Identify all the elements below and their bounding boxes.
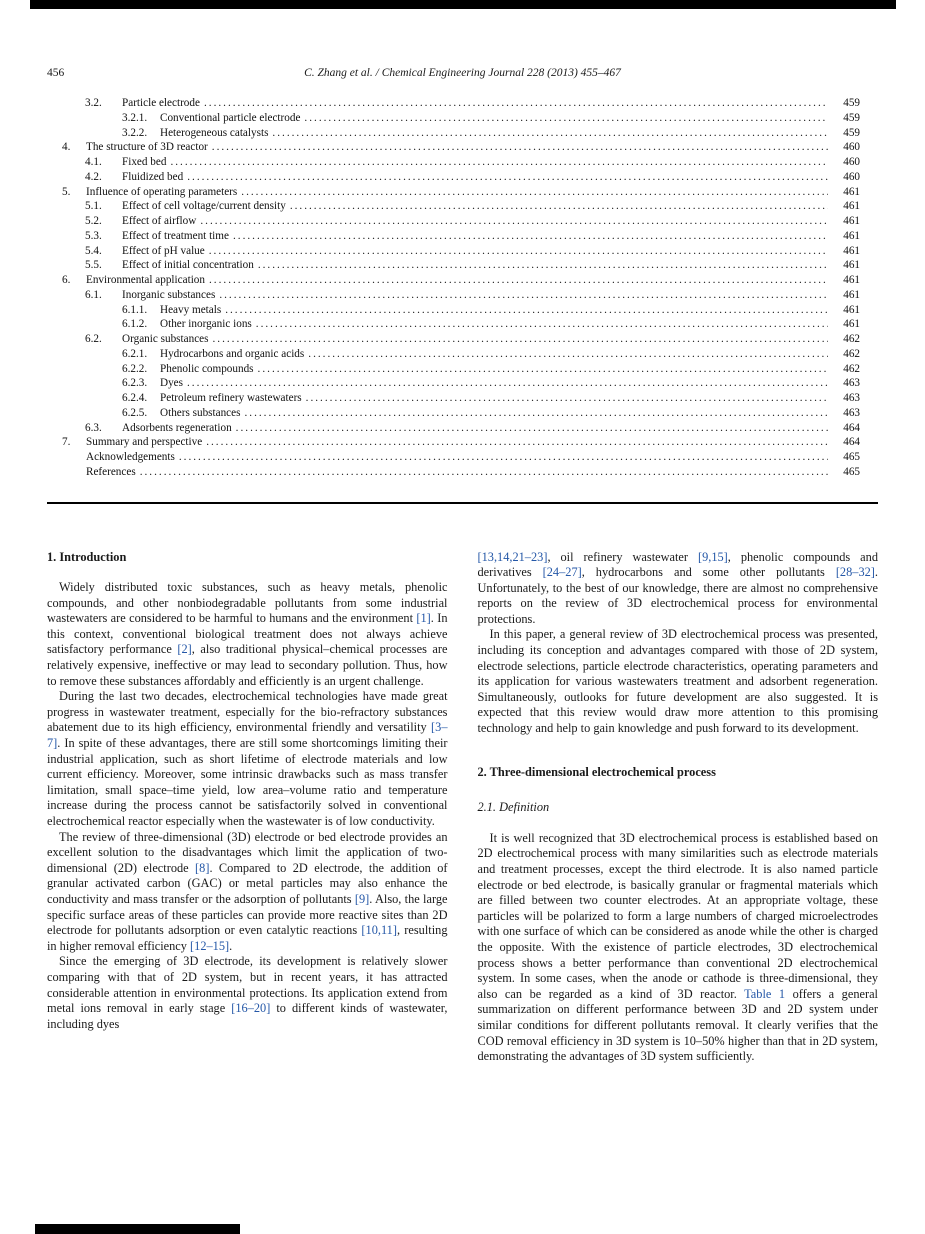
text-run: , also traditional physical–chemical processes are relatively expensive, ineffective or may lead to secondary pollution. Thus, how to remove these substances affordably and efficiently is an urgent challenge. — [47, 642, 448, 688]
section-heading: 2. Three-dimensional electrochemical process — [477, 764, 716, 779]
toc-entry-number: 4.2. — [85, 170, 102, 183]
toc-entry-label: Effect of treatment time — [122, 229, 229, 242]
citation-link[interactable]: [8] — [195, 860, 210, 875]
toc-entry-number: 6.2.5. — [122, 406, 148, 419]
toc-dot-leader — [233, 229, 828, 244]
toc-entry — [47, 317, 860, 332]
toc-entry-label: Fluidized bed — [122, 170, 184, 183]
toc-entry-number: 3.2. — [85, 97, 102, 109]
citation-link[interactable]: [2] — [177, 642, 192, 657]
toc-entry — [47, 347, 860, 362]
toc-entry — [47, 273, 860, 288]
toc-dot-leader — [244, 406, 828, 421]
toc-entry-number: 6.2.1. — [122, 347, 148, 360]
toc-dot-leader — [219, 288, 828, 303]
paragraph — [47, 580, 448, 689]
toc-entry-number: 5.5. — [85, 259, 102, 272]
toc-entry-number: 4. — [62, 141, 71, 154]
toc-entry — [47, 376, 860, 391]
text-run: . In spite of these advantages, there are still some shortcomings limiting their industrial application, such as short lifetime of electrode materials and low current efficiency. Moreover, some intrinsic drawbacks such as mass transfer limitation, small space–time yield, low area–volume ratio and temperature increase during the process cannot be satisfactorily solved in conventional electrochemical reactor especially when the wastewater is of low conductivity. — [47, 736, 448, 828]
toc-dot-leader — [209, 273, 828, 288]
toc-entry-page: 463 — [843, 406, 860, 419]
toc-entry-number: 6.2. — [85, 333, 102, 345]
toc-entry-number: 6.1.2. — [122, 318, 148, 331]
toc-entry-page: 460 — [843, 141, 860, 154]
toc-entry-label: References — [86, 465, 136, 478]
toc-entry-page: 461 — [843, 303, 860, 316]
toc-entry-page: 464 — [843, 436, 860, 449]
toc-entry-label: Heterogeneous catalysts — [160, 126, 269, 139]
toc-entry-page: 465 — [843, 465, 860, 478]
toc-dot-leader — [140, 465, 828, 480]
toc-entry-label: Organic substances — [122, 333, 209, 345]
toc-entry-page: 460 — [843, 170, 860, 183]
toc-entry — [47, 288, 860, 303]
paragraph — [47, 830, 448, 955]
toc-dot-leader — [170, 155, 828, 170]
toc-entry-label: Inorganic substances — [122, 288, 216, 301]
text-run: , resulting in higher removal efficiency — [47, 923, 448, 953]
toc-entry-page: 462 — [843, 333, 860, 345]
toc-entry — [47, 258, 860, 273]
toc-entry-number: 5.4. — [85, 244, 102, 257]
toc-dot-leader — [212, 332, 828, 347]
toc-entry-label: Petroleum refinery wastewaters — [160, 392, 302, 404]
paragraph — [478, 550, 879, 628]
text-run: , phenolic compounds and derivatives — [477, 549, 878, 580]
toc-entry-page: 461 — [843, 259, 860, 272]
toc-entry-page: 461 — [843, 318, 860, 331]
toc-entry-label: Fixed bed — [122, 156, 167, 168]
toc-entry-number: 5.1. — [85, 200, 102, 213]
citation-link[interactable]: [9] — [354, 891, 370, 906]
toc-dot-leader — [179, 450, 828, 465]
toc-dot-leader — [304, 111, 828, 126]
toc-entry-page: 465 — [843, 451, 860, 463]
toc-dot-leader — [209, 244, 828, 259]
toc-entry-label: Dyes — [160, 377, 183, 390]
toc-entry — [47, 111, 860, 126]
toc-entry-page: 459 — [843, 97, 860, 109]
toc-dot-leader — [272, 126, 828, 141]
toc-entry-number: 6. — [62, 274, 71, 286]
citation-link[interactable]: [28–32] — [835, 565, 875, 580]
toc-entry-number: 5. — [62, 185, 71, 198]
toc-entry-label: Environmental application — [86, 274, 205, 286]
text-run: It is well recognized that 3D electrochemical process is established based on 2D electrochemical process with many similarities such as electrode materials and treatment processes, except the third electrode. It is also named particle electrode or bed electrode, is basically granular or fragmental materials which are filled between two counter electrodes. At an appropriate voltage, these particles will be polarized to form a large numbers of charged microelectrodes with one surface of which can be considered as anode while the other is charged the opposite. With the existence of particle electrodes, 3D electrochemical process shows a better performance than conventional 2D electrochemical system. In some cases, when the anode or cathode is three-dimensional, they also can be regarded as a kind of 3D reactor. — [477, 830, 878, 1001]
toc-entry — [47, 126, 860, 141]
text-run: , hydrocarbons and some other pollutants — [581, 565, 836, 580]
toc-entry-label: Acknowledgements — [86, 451, 175, 463]
toc-entry-page: 463 — [843, 377, 860, 390]
toc-entry-number: 7. — [62, 436, 71, 449]
toc-entry — [47, 406, 860, 421]
toc-entry-label: Influence of operating parameters — [86, 185, 238, 198]
toc-entry-page: 461 — [843, 185, 860, 198]
text-run: to different kinds of wastewater, including dyes — [47, 1001, 448, 1031]
toc-dot-leader — [225, 303, 828, 318]
toc-entry-label: Summary and perspective — [86, 436, 203, 449]
running-title: C. Zhang et al. / Chemical Engineering Journal 228 (2013) 455–467 — [304, 67, 621, 79]
toc-entry-number: 6.2.3. — [122, 377, 148, 390]
toc-dot-leader — [200, 214, 828, 229]
toc-entry-page: 461 — [843, 244, 860, 257]
text-run: Since the emerging of 3D electrode, its development is relatively slower comparing with that of 2D system, but in recent years, it has attracted considerable attention in environmental protections. Its application extend from metal ions removal in early stage — [47, 954, 448, 1016]
toc-entry — [47, 96, 860, 111]
text-run: . Also, the large specific surface areas of these particles can provide more reactive sites than 2D electrode for pollutants adsorption or even catalytic reactions — [47, 891, 448, 938]
toc-entry — [47, 229, 860, 244]
text-run: During the last two decades, electrochemical technologies have made great progress in wastewater treatment, especially for the bio-refractory substances abatement due to its high efficiency, environmental friendly and versatility — [47, 689, 448, 735]
toc-entry — [47, 435, 860, 450]
left-column — [47, 550, 448, 1065]
toc-entry-page: 462 — [843, 347, 860, 360]
toc-dot-leader — [256, 317, 828, 332]
toc-entry-label: Adsorbents regeneration — [122, 421, 232, 434]
toc-entry — [47, 214, 860, 229]
text-run: . — [229, 938, 233, 953]
toc-entry-number: 4.1. — [85, 156, 102, 168]
toc-entry-number: 6.3. — [85, 421, 102, 434]
toc-dot-leader — [290, 199, 828, 214]
toc-entry — [47, 303, 860, 318]
article-body — [47, 550, 878, 1065]
toc-entry — [47, 450, 860, 465]
toc-entry — [47, 391, 860, 406]
text-run: . Unfortunately, to the best of our knowledge, there are almost no comprehensive reports on the review of 3D electrochemical process for environmental protections. — [477, 565, 878, 626]
paragraph — [478, 627, 879, 736]
section-heading: 1. Introduction — [47, 549, 127, 564]
toc-dot-leader — [308, 347, 828, 362]
scan-artifact-bottom-bar — [35, 1224, 240, 1234]
toc-entry-page: 462 — [843, 362, 860, 375]
toc-entry-number: 5.2. — [85, 215, 102, 227]
right-column — [478, 550, 879, 1065]
toc-entry-page: 459 — [843, 126, 860, 139]
toc-entry-label: Conventional particle electrode — [160, 111, 301, 124]
toc-entry-label: Other inorganic ions — [160, 318, 252, 331]
toc-entry-label: Hydrocarbons and organic acids — [160, 347, 305, 360]
toc-entry — [47, 155, 860, 170]
toc-entry-number: 3.2.2. — [122, 126, 148, 139]
toc-dot-leader — [206, 435, 828, 450]
toc-entry-label: Particle electrode — [122, 97, 200, 109]
toc-entry-number: 5.3. — [85, 229, 102, 242]
toc-entry — [47, 199, 860, 214]
page-number: 456 — [47, 67, 65, 79]
text-run: The review of three-dimensional (3D) electrode or bed electrode provides an excellent solution to the disadvantages which limit the application of two-dimensional (2D) electrode — [47, 829, 448, 875]
toc-entry-number: 6.2.4. — [122, 392, 148, 404]
toc-dot-leader — [241, 185, 828, 200]
text-run: offers a general summarization on different performance between 3D and 2D system under similar conditions for different pollutants removal. It clearly verifies that the COD removal efficiency in 3D system is 10–50% higher than that in 2D system, demonstrating the advantages of 3D system sufficiently. — [477, 986, 878, 1064]
toc-dot-leader — [212, 140, 828, 155]
toc-entry-number: 3.2.1. — [122, 111, 148, 124]
toc-entry-label: Effect of initial concentration — [122, 259, 254, 272]
toc-entry-number: 6.1.1. — [122, 303, 148, 316]
toc-entry-label: The structure of 3D reactor — [86, 141, 208, 154]
citation-link[interactable]: Table 1 — [744, 986, 786, 1001]
toc-entry-number: 6.1. — [85, 288, 102, 301]
citation-link[interactable]: [24–27] — [542, 565, 582, 580]
toc-dot-leader — [187, 376, 828, 391]
toc-entry — [47, 170, 860, 185]
subsection-heading: 2.1. Definition — [477, 800, 550, 815]
toc-dot-leader — [187, 170, 828, 185]
citation-link[interactable]: [16–20] — [231, 1001, 271, 1016]
toc-entry-page: 460 — [843, 156, 860, 168]
paragraph — [47, 689, 448, 829]
text-run: In this paper, a general review of 3D electrochemical process was presented, including its conception and advantages compared with those of 2D system, electrode selections, particle electrode characteristics, operating parameters and its application for various wastewaters treatment and adsorbent regeneration. Simultaneously, outlooks for future development are also suggested. It is expected that this review would draw more attention to this promising technology and help to gain knowledge and push forward to its development. — [477, 627, 878, 736]
citation-link[interactable]: [1] — [416, 611, 431, 626]
paragraph — [478, 831, 879, 1065]
page-header — [47, 0, 878, 80]
toc-entry-page: 461 — [843, 200, 860, 213]
toc-entry-page: 463 — [843, 392, 860, 404]
toc-entry — [47, 244, 860, 259]
toc-dot-leader — [204, 96, 828, 111]
citation-link[interactable]: [10,11] — [361, 923, 397, 938]
toc-entry-page: 459 — [843, 111, 860, 124]
toc-entry-page: 461 — [843, 215, 860, 227]
paragraph — [47, 954, 448, 1032]
table-of-contents — [47, 96, 878, 480]
text-run: . In this context, conventional biological treatment does not always achieve satisfactory performance — [47, 611, 448, 657]
toc-entry-label: Effect of airflow — [122, 215, 197, 227]
toc-entry — [47, 332, 860, 347]
toc-entry-label: Effect of pH value — [122, 244, 205, 257]
toc-dot-leader — [258, 362, 828, 377]
toc-dot-leader — [236, 421, 828, 436]
toc-entry — [47, 421, 860, 436]
text-run: , oil refinery wastewater — [547, 549, 698, 564]
citation-link[interactable]: [13,14,21–23] — [477, 549, 548, 564]
toc-entry-page: 461 — [843, 229, 860, 242]
toc-entry — [47, 465, 860, 480]
section-divider-rule — [47, 502, 878, 504]
toc-entry-number: 6.2.2. — [122, 362, 148, 375]
citation-link[interactable]: [9,15] — [697, 549, 728, 564]
toc-entry-label: Others substances — [160, 406, 241, 419]
toc-entry-page: 461 — [843, 288, 860, 301]
toc-entry — [47, 185, 860, 200]
toc-dot-leader — [306, 391, 828, 406]
text-run: . Compared to 2D electrode, the addition of granular activated carbon (GAC) or metal particles may also enhance the conductivity and mass transfer or the adsorption of pollutants — [47, 860, 448, 906]
toc-entry-page: 461 — [843, 274, 860, 286]
toc-entry-label: Phenolic compounds — [160, 362, 254, 375]
toc-entry — [47, 362, 860, 377]
citation-link[interactable]: [12–15] — [190, 938, 230, 953]
toc-dot-leader — [258, 258, 828, 273]
citation-link[interactable]: [3–7] — [47, 720, 448, 751]
text-run: Widely distributed toxic substances, such as heavy metals, phenolic compounds, and other nonbiodegradable pollutants from some industrial wastewaters are considered to be harmful to humans and the environment — [47, 580, 448, 626]
toc-entry-label: Effect of cell voltage/current density — [122, 200, 286, 213]
toc-entry-page: 464 — [843, 421, 860, 434]
toc-entry — [47, 140, 860, 155]
toc-entry-label: Heavy metals — [160, 303, 222, 316]
